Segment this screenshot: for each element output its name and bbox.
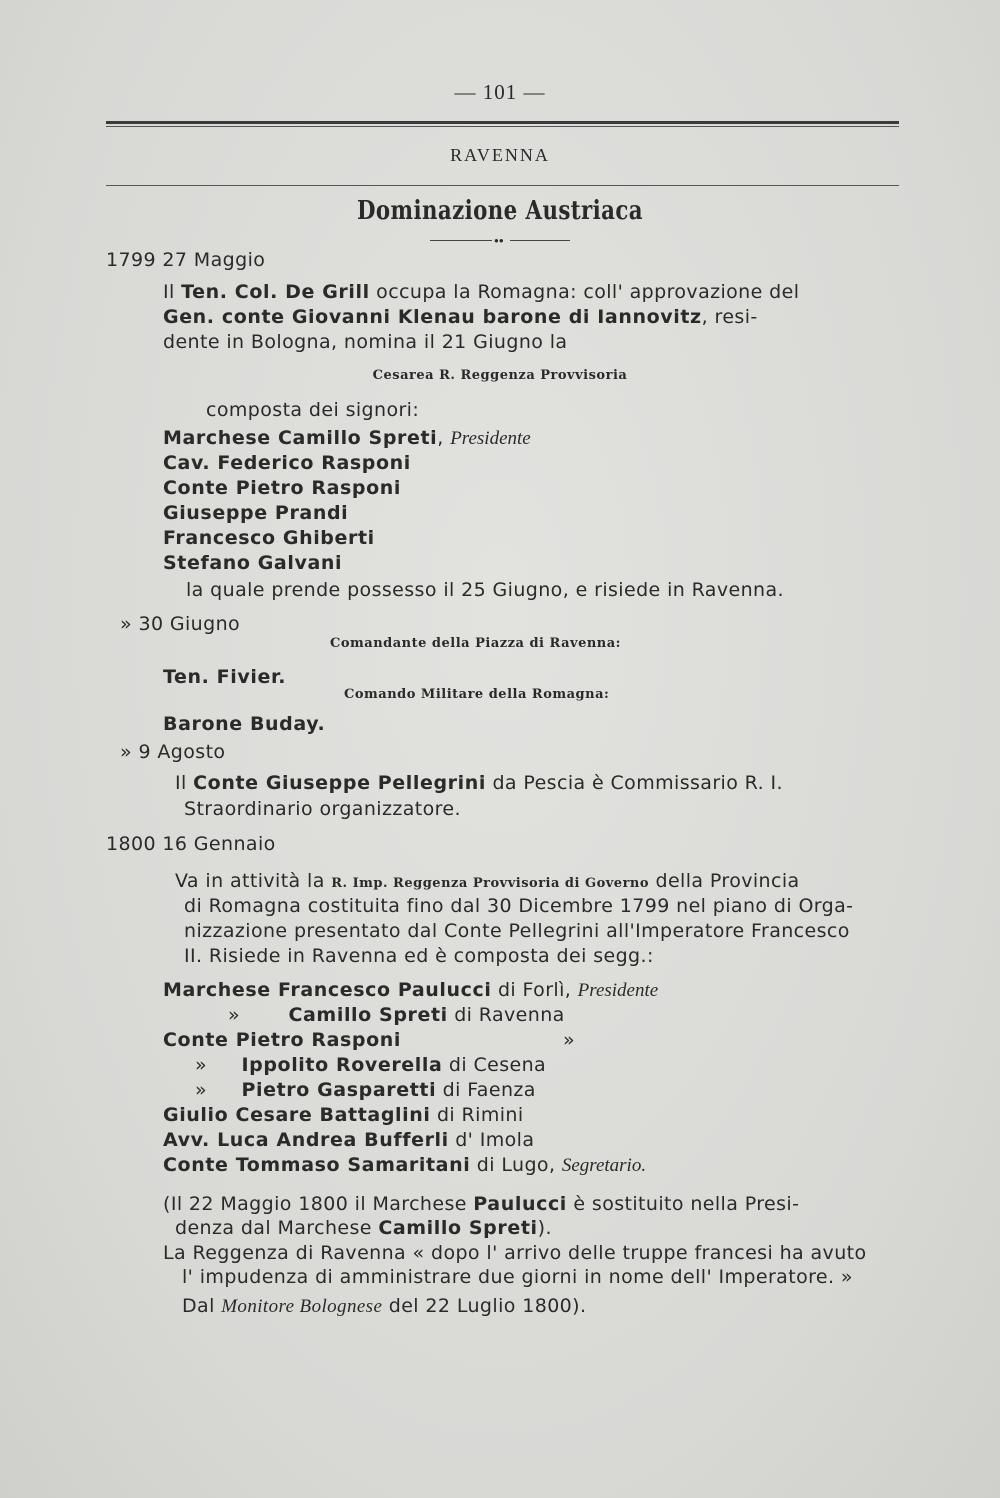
paragraph-line: II. Risiede in Ravenna ed è composta dei segg.: xyxy=(184,945,654,967)
paragraph-line: Gen. conte Giovanni Klenau barone di Iannovitz, resi- xyxy=(163,306,758,328)
quote-line: l' impudenza di amministrare due giorni in nome dell' Imperatore. » xyxy=(182,1266,853,1288)
member-line: Marchese Francesco Paulucci di Forlì, Presidente xyxy=(163,979,659,1001)
member-line: Giulio Cesare Battaglini di Rimini xyxy=(163,1104,524,1126)
note-line: (Il 22 Maggio 1800 il Marchese Paulucci è sostituito nella Presi- xyxy=(163,1193,800,1215)
subheading: Comandante della Piazza di Ravenna: xyxy=(330,636,621,651)
header-rule-thin xyxy=(106,126,899,127)
member-line: Avv. Luca Andrea Bufferli d' Imola xyxy=(163,1129,535,1151)
paragraph-line: dente in Bologna, nomina il 21 Giugno la xyxy=(163,331,568,353)
member-line: Conte Pietro Rasponi xyxy=(163,477,402,499)
member-line: » Camillo Spreti di Ravenna xyxy=(228,1004,565,1026)
page-number: — 101 — xyxy=(454,80,546,104)
running-header: RAVENNA xyxy=(450,145,550,165)
member-line: Giuseppe Prandi xyxy=(163,502,349,524)
paragraph-line: di Romagna costituita fino dal 30 Dicembre 1799 nel piano di Orga- xyxy=(184,895,854,917)
member-line: » Ippolito Roverella di Cesena xyxy=(195,1054,547,1076)
subheading: Cesarea R. Reggenza Provvisoria xyxy=(372,368,628,383)
quote-line: La Reggenza di Ravenna « dopo l' arrivo delle truppe francesi ha avuto xyxy=(163,1242,867,1264)
paragraph-line: composta dei signori: xyxy=(206,399,420,421)
member-line: Francesco Ghiberti xyxy=(163,527,375,549)
member-line: Conte Tommaso Samaritani di Lugo, Segretario. xyxy=(163,1154,647,1176)
section-title: Dominazione Austriaca xyxy=(356,196,644,226)
paragraph-line: Va in attività la R. Imp. Reggenza Provvisoria di Governo della Provincia xyxy=(175,870,800,892)
entry-date: » 30 Giugno xyxy=(120,613,241,635)
entry-date: 1799 27 Maggio xyxy=(106,249,266,271)
member-line: Stefano Galvani xyxy=(163,552,343,574)
header-rule-thick xyxy=(106,121,899,124)
entry-date: 1800 16 Gennaio xyxy=(106,833,276,855)
header-rule-lower xyxy=(106,185,899,186)
member-line: Ten. Fivier. xyxy=(163,666,287,688)
title-ornament: ●● xyxy=(430,236,570,246)
paragraph-line: Il Conte Giuseppe Pellegrini da Pescia è Commissario R. I. xyxy=(175,772,783,794)
paragraph-line: nizzazione presentato dal Conte Pellegrini all'Imperatore Francesco xyxy=(184,920,850,942)
member-line: Marchese Camillo Spreti, Presidente xyxy=(163,427,531,449)
quote-line: Dal Monitore Bolognese del 22 Luglio 1800). xyxy=(182,1295,587,1317)
member-line: Cav. Federico Rasponi xyxy=(163,452,411,474)
subheading: Comando Militare della Romagna: xyxy=(344,687,610,702)
member-line: Barone Buday. xyxy=(163,713,326,735)
paragraph-line: Straordinario organizzatore. xyxy=(184,798,461,820)
paragraph-line: Il Ten. Col. De Grill occupa la Romagna: coll' approvazione del xyxy=(163,281,800,303)
entry-date: » 9 Agosto xyxy=(120,741,226,763)
paragraph-line: la quale prende possesso il 25 Giugno, e risiede in Ravenna. xyxy=(186,579,784,601)
note-line: denza dal Marchese Camillo Spreti). xyxy=(175,1217,552,1239)
member-line: » Pietro Gasparetti di Faenza xyxy=(195,1079,536,1101)
member-line: Conte Pietro Rasponi » xyxy=(163,1029,576,1051)
